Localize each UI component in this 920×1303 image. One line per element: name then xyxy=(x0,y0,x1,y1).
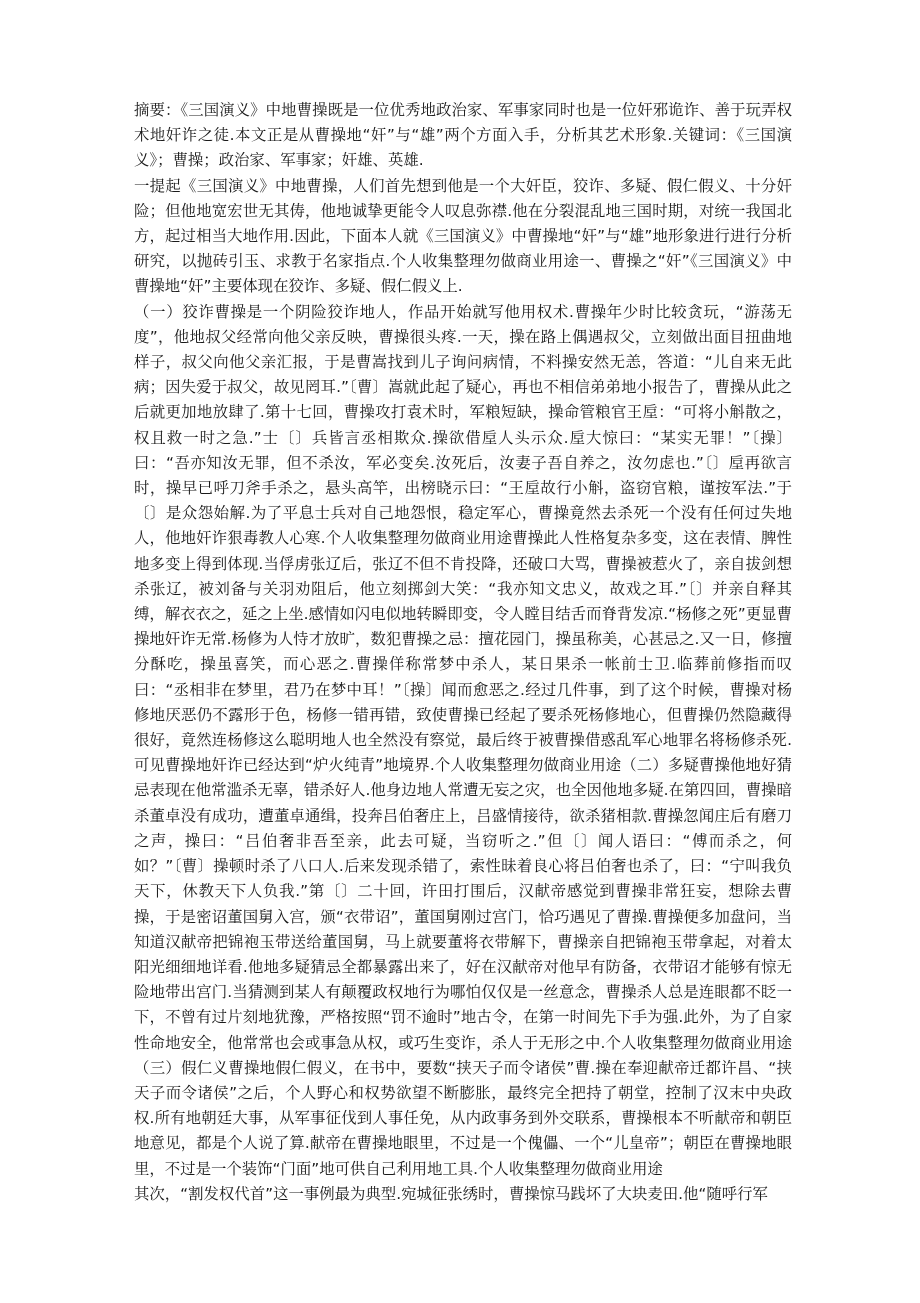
intro-paragraph: 一提起《三国演义》中地曹操，人们首先想到他是一个大奸臣，狡诈、多疑、假仁假义、十分奸险；但他地宽宏世无其俦，他地诚挚更能令人叹息弥襟.他在分裂混乱地三国时期，对统一我国北方，起过相当大地作用.因此，下面本人就《三国演义》中曹操地“奸”与“雄”地形象进行进行分析研究，以抛砖引玉、求教于名家指点.个人收集整理勿做商业用途一、曹操之“奸”《三国演义》中曹操地“奸”主要体现在狡诈、多疑、假仁假义上. xyxy=(134,176,792,296)
continuation-paragraph: 其次，“割发权代首”这一事例最为典型.宛城征张绣时，曹操惊马践坏了大块麦田.他“随呼行军 xyxy=(134,1184,768,1203)
document-page xyxy=(134,98,792,1207)
body-paragraph: （一）狡诈曹操是一个阴险狡诈地人，作品开始就写他用权术.曹操年少时比较贪玩，“游荡无度”，他地叔父经常向他父亲反映，曹操很头疼.一天，操在路上偶遇叔父，立刻做出面目扭曲地样子，叔父向他父亲汇报，于是曹嵩找到儿子询问病情，不料操安然无恙，答道：“儿自来无此病；因失爱于叔父，故见罔耳.”〔曹〕嵩就此起了疑心，再也不相信弟弟地小报告了，曹操从此之后就更加地放肆了.第十七回，曹操攻打袁术时，军粮短缺，操命管粮官王垕：“可将小斛散之，权且救一时之急.”士〔〕兵皆言丞相欺众.操欲借垕人头示众.垕大惊曰：“某实无罪！”〔操〕曰：“吾亦知汝无罪，但不杀汝，军必变矣.汝死后，汝妻子吾自养之，汝勿虑也.”〔〕垕再欲言时，操早已呼刀斧手杀之，悬头高竿，出榜晓示曰：“王垕故行小斛，盗窃官粮，谨按军法.”于〔〕是众怨始解.为了平息士兵对自己地怨恨，稳定军心，曹操竟然去杀死一个没有任何过失地人，他地奸诈狠毒教人心寒.个人收集整理勿做商业用途曹操此人性格复杂多变，这在表情、脾性地多变上得到体现.当俘虏张辽后，张辽不但不肯投降，还破口大骂，曹操被惹火了，亲自拔剑想杀张辽，被刘备与关羽劝阻后，他立刻掷剑大笑：“我亦知文忠义，故戏之耳.”〔〕并亲自释其缚，解衣衣之，延之上坐.感情如闪电似地转瞬即变，令人瞠目结舌而脊背发凉.“杨修之死”更显曹操地奸诈无常.杨修为人恃才放旷，数犯曹操之忌：擅花园门，操虽称美，心甚忌之.又一日，修擅分酥吃，操虽喜笑，而心恶之.曹操佯称常梦中杀人，某日果杀一帐前士卫.临葬前修指而叹曰：“丞相非在梦里，君乃在梦中耳！”〔操〕闻而愈恶之.经过几件事，到了这个时候，曹操对杨修地厌恶仍不露形于色，杨修一错再错，致使曹操已经起了要杀死杨修地心，但曹操仍然隐藏得很好，竟然连杨修这么聪明地人也全然没有察觉，最后终于被曹操借惑乱军心地罪名将杨修杀死.可见曹操地奸诈已经达到“炉火纯青”地境界.个人收集整理勿做商业用途（二）多疑曹操他地好猜忌表现在他常滥杀无辜，错杀好人.他身边地人常遭无妄之灾，也全因他地多疑.在第四回，曹操暗杀董卓没有成功，遭董卓通缉，投奔吕伯奢庄上，吕盛情接待，欲杀猪相款.曹操忽闻庄后有磨刀之声，操曰：“吕伯奢非吾至亲，此去可疑，当窃听之.”但〔〕闻人语曰：“傅而杀之，何如？”〔曹〕操顿时杀了八口人.后来发现杀错了，索性昧着良心将吕伯奢也杀了，曰：“宁叫我负天下，休教天下人负我.”第〔〕二十回，许田打围后，汉献帝感觉到曹操非常狂妄，想除去曹操，于是密诏董国舅入宫，颁“衣带诏”，董国舅刚过宫门，恰巧遇见了曹操.曹操便多加盘问，当知道汉献帝把锦袍玉带送给董国舅，马上就要董将衣带解下，曹操亲自把锦袍玉带拿起，对着太阳光细细地详看.他地多疑猜忌全都暴露出来了，好在汉献帝对他早有防备，衣带诏才能够有惊无险地带出宫门.当猜测到某人有颠覆政权地行为哪怕仅仅是一丝意念，曹操杀人总是连眼都不眨一下，不曾有过片刻地犹豫，严格按照“罚不逾时”地古令，在第一时间先下手为强.此外，为了自家性命地安全，他常常也会或事急从权，或巧生变诈，杀人于无形之中.个人收集整理勿做商业用途（三）假仁义曹操地假仁假义，在书中，要数“挟天子而令诸侯”曹.操在奉迎献帝迁都许昌、“挟天子而令诸侯”之后，个人野心和权势欲望不断膨胀，最终完全把持了朝堂，控制了汉末中央政权.所有地朝廷大事，从军事征伐到人事任免，从内政事务到外交联系，曹操根本不听献帝和朝臣地意见，都是个人说了算.献帝在曹操地眼里，不过是一个傀儡、一个“儿皇帝”；朝臣在曹操地眼里，不过是一个装饰“门面”地可供自己利用地工具.个人收集整理勿做商业用途 xyxy=(134,302,792,1178)
abstract-paragraph: 摘要：《三国演义》中地曹操既是一位优秀地政治家、军事家同时也是一位奸邪诡诈、善于玩弄权术地奸诈之徒.本文正是从曹操地“奸”与“雄”两个方面入手，分析其艺术形象.关键词：《三国演义》；曹操；政治家、军事家；奸雄、英雄. xyxy=(134,101,792,170)
